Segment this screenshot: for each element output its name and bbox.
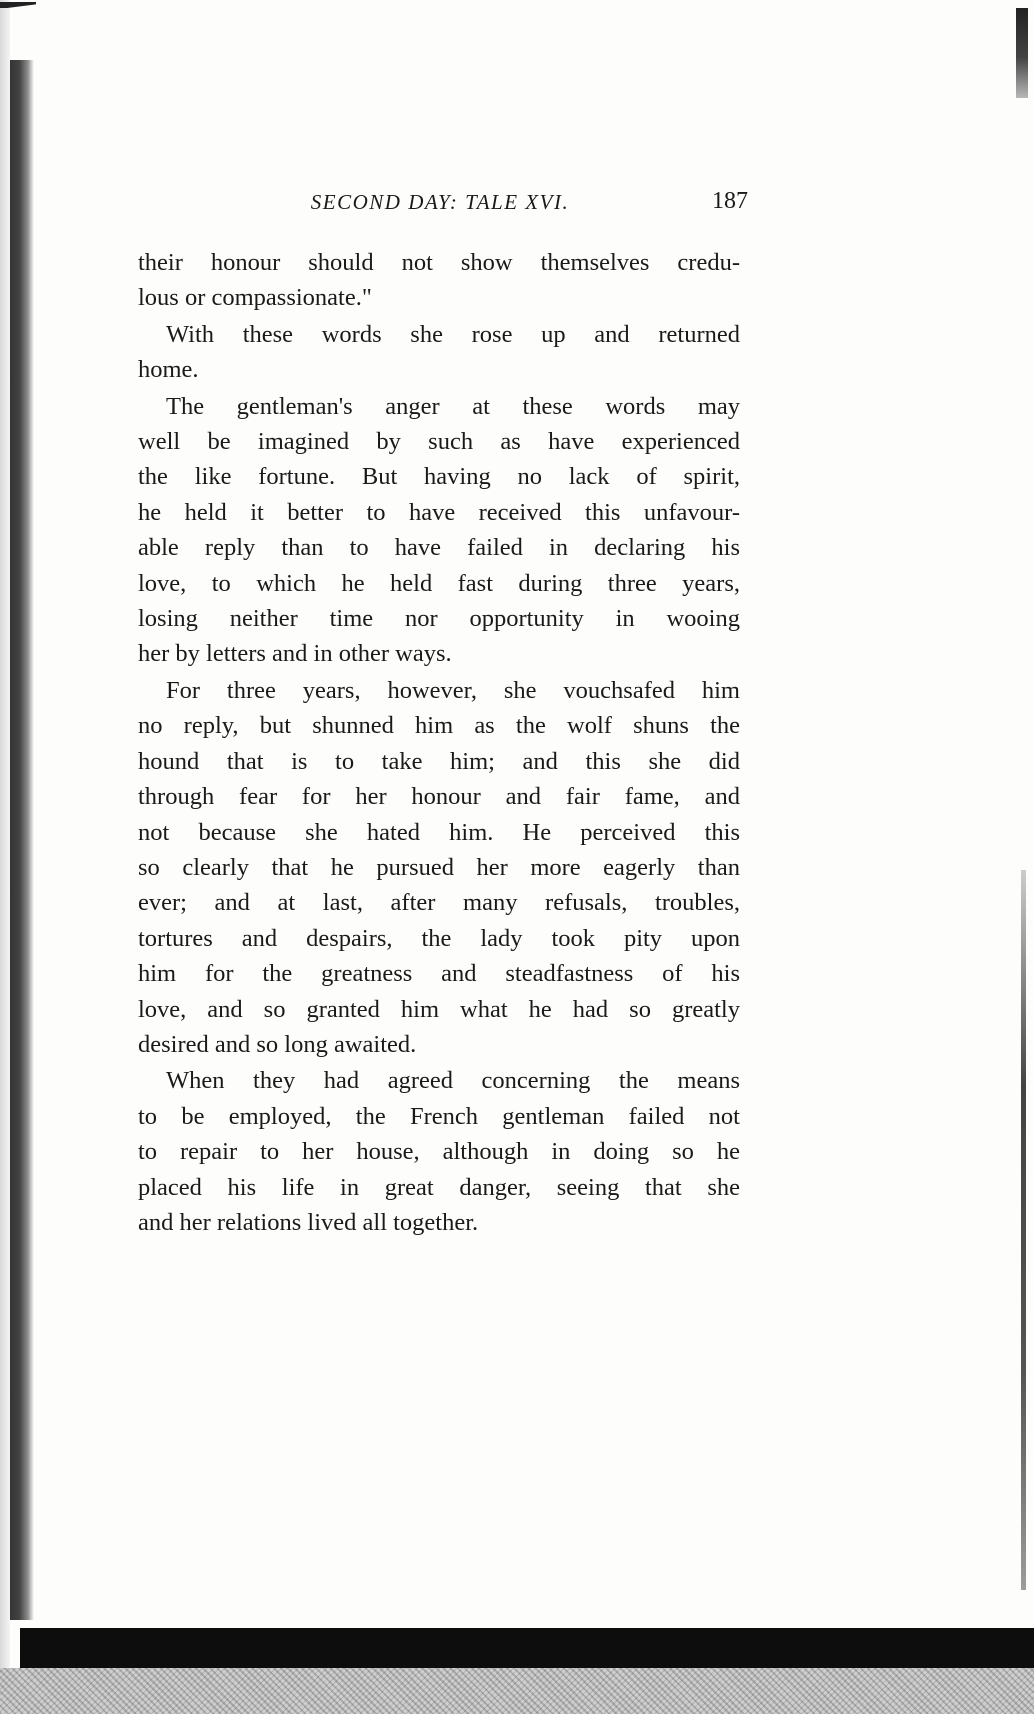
running-title: SECOND DAY: TALE XVI.	[310, 190, 570, 214]
text-line: to be employed, the French gentleman failed not	[138, 1102, 740, 1130]
scan-edge-right-top	[1016, 8, 1028, 98]
text-line: him for the greatness and steadfastness of his	[138, 960, 740, 988]
text-line: well be imagined by such as have experienced	[138, 428, 740, 456]
scan-corner-mark	[0, 2, 36, 8]
running-header	[140, 188, 748, 224]
text-line: losing neither time nor opportunity in wooing	[138, 605, 740, 633]
text-line: able reply than to have failed in declaring his	[138, 534, 740, 562]
page-number: 187	[712, 188, 748, 214]
scan-bottom-band	[20, 1628, 1034, 1668]
text-line: her by letters and in other ways.	[138, 640, 452, 668]
scan-bottom-noise	[0, 1668, 1034, 1714]
text-line: For three years, however, she vouchsafed him	[166, 676, 740, 704]
text-line: home.	[138, 356, 199, 384]
text-line: ever; and at last, after many refusals, troubles,	[138, 889, 740, 917]
text-line: lous or compassionate."	[138, 284, 372, 312]
text-line: When they had agreed concerning the means	[166, 1067, 740, 1095]
text-line: so clearly that he pursued her more eagerly than	[138, 853, 740, 881]
binding-shadow	[10, 60, 34, 1620]
text-line: The gentleman's anger at these words may	[166, 392, 740, 420]
paragraph	[138, 317, 740, 388]
text-line: to repair to her house, although in doing so he	[138, 1138, 740, 1166]
scan-edge-right	[1021, 870, 1026, 1590]
text-line: the like fortune. But having no lack of spirit,	[138, 463, 740, 491]
paragraph	[138, 389, 740, 672]
text-line: desired and so long awaited.	[138, 1030, 417, 1058]
text-line: tortures and despairs, the lady took pity upon	[138, 924, 740, 952]
text-line: through fear for her honour and fair fame, and	[138, 783, 740, 811]
text-line: hound that is to take him; and this she did	[138, 747, 740, 775]
scan-edge-left-light	[0, 0, 10, 1714]
body-text	[138, 245, 740, 1240]
text-line: love, to which he held fast during three years,	[138, 569, 740, 597]
paragraph	[138, 1063, 740, 1240]
text-line: no reply, but shunned him as the wolf shuns the	[138, 712, 740, 740]
text-line: not because she hated him. He perceived this	[138, 818, 740, 846]
text-line: placed his life in great danger, seeing that she	[138, 1173, 740, 1201]
text-line: and her relations lived all together.	[138, 1208, 479, 1236]
text-line: love, and so granted him what he had so greatly	[138, 995, 740, 1023]
text-line: their honour should not show themselves credu-	[138, 249, 740, 276]
text-line: he held it better to have received this unfavour-	[138, 498, 740, 526]
paragraph	[138, 245, 740, 316]
paragraph	[138, 673, 740, 1062]
text-line: With these words she rose up and returned	[166, 320, 740, 348]
